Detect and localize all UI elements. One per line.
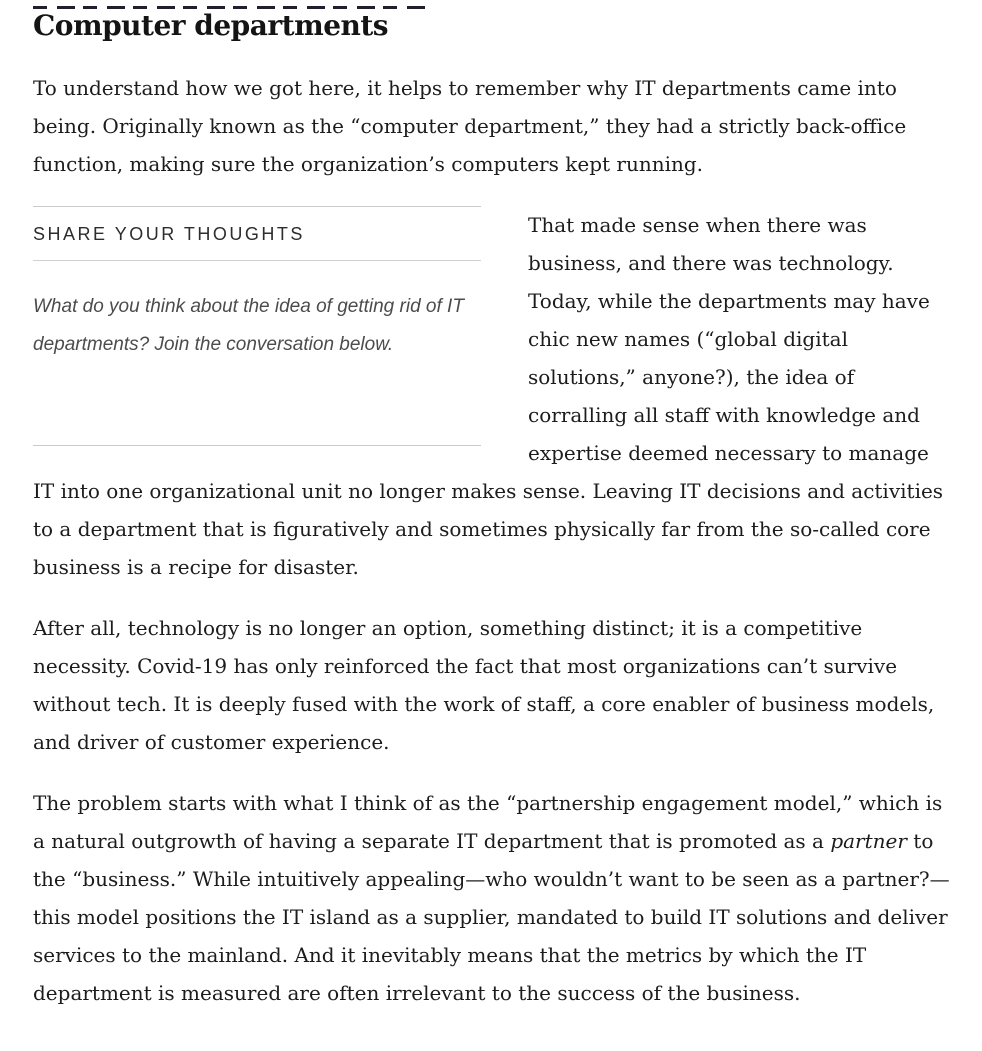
cropped-previous-line [33,6,430,9]
paragraph-wrapping [33,206,951,586]
paragraph-partnership-model [33,784,951,1012]
share-your-thoughts-box [33,206,481,446]
section-heading: Computer departments [33,9,389,42]
paragraph-wrapping-text: That made sense when there was business, and there was technology. Today, while the departments may have chic new names (“global digital solutions,” anyone?), the idea of corralling all staff with knowledge and expertise deemed necessary to manage IT into one organizational unit no longer makes sense. Leaving IT decisions and activities to a department that is figuratively and sometimes physically far from the so-called core business is a recipe for disaster. [33,213,944,579]
paragraph-segment-italic-partner: partner [830,829,907,853]
share-box-prompt: What do you think about the idea of getting rid of IT departments? Join the conversation below. [33,296,464,355]
paragraph-technology-necessity: After all, technology is no longer an option, something distinct; it is a competitive necessity. Covid-19 has only reinforced the fact that most organizations can’t survive without tech. It is deeply fused with the work of staff, a core enabler of business models, and driver of customer experience. [33,616,935,754]
share-box-label: SHARE YOUR THOUGHTS [33,207,481,261]
paragraph-segment-after: to the “business.” While intuitively appealing—who wouldn’t want to be seen as a partner?—this model positions the IT island as a supplier, mandated to build IT solutions and deliver services to the mainland. And it inevitably means that the metrics by which the IT department is measured are often irrelevant to the success of the business. [33,829,950,1005]
paragraph-intro: To understand how we got here, it helps to remember why IT departments came into being. Originally known as the “computer department,” they had a strictly back-office function, making sure the organization’s computers kept running. [33,76,907,176]
article-page [0,6,982,1051]
paragraph-segment-before: The problem starts with what I think of as the “partnership engagement model,” which is a natural outgrowth of having a separate IT department that is promoted as a [33,791,943,853]
